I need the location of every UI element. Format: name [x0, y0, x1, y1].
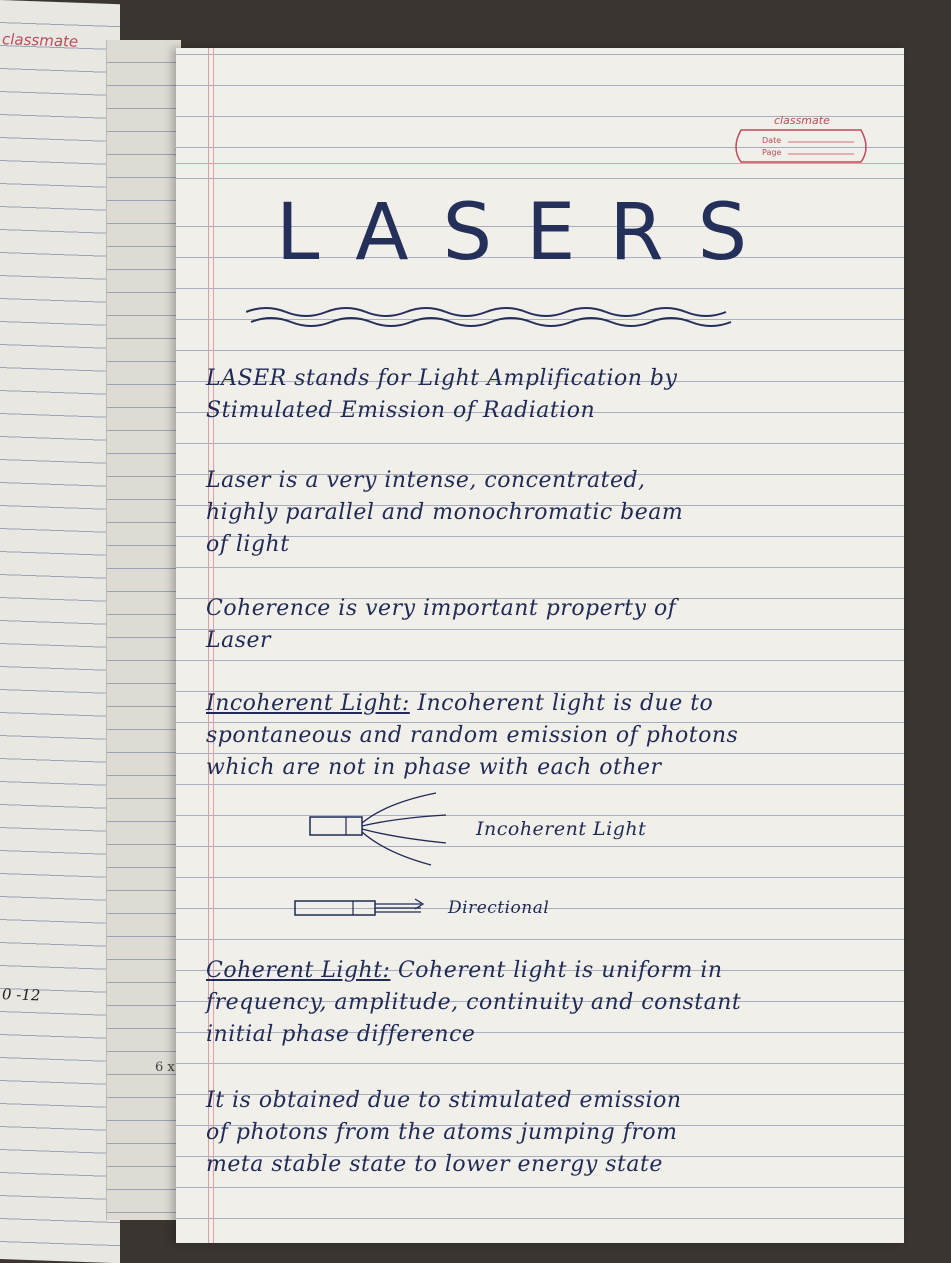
- left-page: [0, 0, 120, 1263]
- definition-line-3: of light: [206, 532, 290, 557]
- coherent-text-1: Coherent light is uniform in: [397, 958, 723, 983]
- acronym-line-2: Stimulated Emission of Radiation: [206, 398, 596, 423]
- obtained-line-3: meta stable state to lower energy state: [206, 1152, 663, 1177]
- directional-light-diagram: [291, 893, 441, 923]
- coherent-line-2: frequency, amplitude, continuity and constant: [206, 990, 742, 1015]
- coherent-term: Coherent Light:: [206, 958, 391, 983]
- obtained-line-2: of photons from the atoms jumping from: [206, 1120, 678, 1145]
- incoherent-line-2: spontaneous and random emission of photons: [206, 723, 739, 748]
- left-brand: classmate: [2, 30, 79, 51]
- incoherent-line-1: [206, 691, 713, 716]
- coherence-line-2: Laser: [206, 628, 272, 653]
- definition-line-2: highly parallel and monochromatic beam: [206, 500, 684, 525]
- acronym-line-1: LASER stands for Light Amplification by: [206, 366, 678, 391]
- incoherent-term: Incoherent Light:: [206, 691, 410, 716]
- directional-label: Directional: [448, 898, 550, 918]
- page-title: LASERS: [276, 188, 782, 278]
- stamp-brand: classmate: [774, 114, 830, 127]
- stamp-page-label: Page: [762, 148, 782, 157]
- incoherent-light-label: Incoherent Light: [476, 818, 647, 840]
- incoherent-light-diagram: [306, 783, 456, 873]
- notebook-page: [176, 48, 904, 1243]
- stamp-date-label: Date: [762, 136, 782, 145]
- incoherent-line-3: which are not in phase with each other: [206, 755, 662, 780]
- page-strip: [106, 40, 181, 1220]
- incoherent-text-1: Incoherent light is due to: [417, 691, 714, 716]
- strip-margin-mark: 6 x: [155, 1060, 175, 1075]
- definition-line-1: Laser is a very intense, concentrated,: [206, 468, 646, 493]
- title-underline-waves: [246, 298, 766, 338]
- left-fragment: 0 -12: [2, 985, 41, 1005]
- coherent-line-3: initial phase difference: [206, 1022, 476, 1047]
- coherence-line-1: Coherence is very important property of: [206, 596, 677, 621]
- obtained-line-1: It is obtained due to stimulated emission: [206, 1088, 682, 1113]
- coherent-line-1: [206, 958, 723, 983]
- classmate-stamp: [726, 110, 876, 170]
